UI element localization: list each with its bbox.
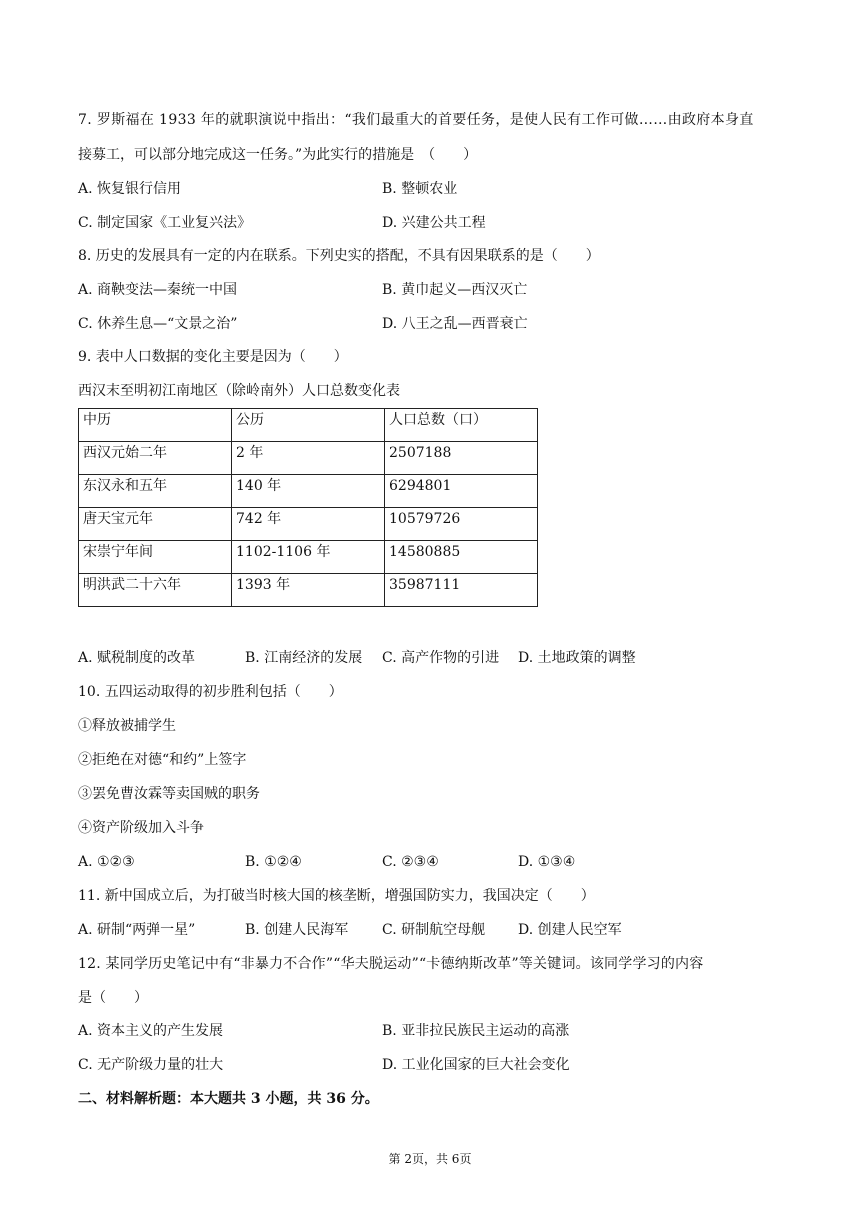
table-cell: 东汉永和五年 xyxy=(79,475,232,508)
table-header-cell: 人口总数（口） xyxy=(385,409,538,442)
table-cell: 宋崇宁年间 xyxy=(79,541,232,574)
q11-option-c: C. 研制航空母舰 xyxy=(382,922,486,938)
table-cell: 140 年 xyxy=(232,475,385,508)
q12-stem-line1: 12. 某同学历史笔记中有“非暴力不合作”“华夫脱运动”“卡德纳斯改革”等关键词。该同学学习的内容 xyxy=(78,956,704,972)
q12-option-a: A. 资本主义的产生发展 xyxy=(78,1023,224,1039)
table-cell: 1393 年 xyxy=(232,574,385,607)
q8-option-c: C. 休养生息—“文景之治” xyxy=(78,316,238,332)
q7-stem-line1: 7. 罗斯福在 1933 年的就职演说中指出：“我们最重大的首要任务，是使人民有工作可做……由政府本身直 xyxy=(78,112,754,128)
table-row xyxy=(79,442,538,475)
q11-stem: 11. 新中国成立后，为打破当时核大国的核垄断，增强国防实力，我国决定（ ） xyxy=(78,888,595,904)
table-cell: 明洪武二十六年 xyxy=(79,574,232,607)
q7-option-d: D. 兴建公共工程 xyxy=(382,215,486,231)
table-caption: 西汉末至明初江南地区（除岭南外）人口总数变化表 xyxy=(78,383,400,399)
table-header-cell: 公历 xyxy=(232,409,385,442)
table-cell: 6294801 xyxy=(385,475,538,508)
q11-option-a: A. 研制“两弹一星” xyxy=(78,922,196,938)
table-header-row xyxy=(79,409,538,442)
q12-option-c: C. 无产阶级力量的壮大 xyxy=(78,1057,224,1073)
q9-option-c: C. 高产作物的引进 xyxy=(382,650,500,666)
q7-option-b: B. 整顿农业 xyxy=(382,181,458,197)
table-row xyxy=(79,475,538,508)
q10-option-b: B. ①②④ xyxy=(245,854,302,870)
table-cell: 1102-1106 年 xyxy=(232,541,385,574)
table-cell: 10579726 xyxy=(385,508,538,541)
table-cell: 742 年 xyxy=(232,508,385,541)
page-footer: 第 2页，共 6页 xyxy=(388,1152,472,1166)
q8-option-a: A. 商鞅变法—秦统一中国 xyxy=(78,282,238,298)
table-header-cell: 中历 xyxy=(79,409,232,442)
table-cell: 14580885 xyxy=(385,541,538,574)
q7-option-a: A. 恢复银行信用 xyxy=(78,181,182,197)
q8-option-b: B. 黄巾起义—西汉灭亡 xyxy=(382,282,528,298)
population-table xyxy=(78,408,538,607)
q7-stem-line2: 接募工，可以部分地完成这一任务。”为此实行的措施是 （ ） xyxy=(78,147,478,163)
q10-stem: 10. 五四运动取得的初步胜利包括（ ） xyxy=(78,684,343,700)
q10-item-3: ③罢免曹汝霖等卖国贼的职务 xyxy=(78,786,260,802)
q11-option-d: D. 创建人民空军 xyxy=(518,922,622,938)
q12-option-b: B. 亚非拉民族民主运动的高涨 xyxy=(382,1023,570,1039)
table-cell: 2507188 xyxy=(385,442,538,475)
table-row xyxy=(79,508,538,541)
table-cell: 35987111 xyxy=(385,574,538,607)
section-heading: 二、材料解析题：本大题共 3 小题，共 36 分。 xyxy=(78,1091,379,1107)
q9-stem: 9. 表中人口数据的变化主要是因为（ ） xyxy=(78,349,348,365)
table-row xyxy=(79,541,538,574)
q10-item-1: ①释放被捕学生 xyxy=(78,718,176,734)
q7-option-c: C. 制定国家《工业复兴法》 xyxy=(78,215,252,231)
table-cell: 唐天宝元年 xyxy=(79,508,232,541)
q10-option-a: A. ①②③ xyxy=(78,854,135,870)
q12-option-d: D. 工业化国家的巨大社会变化 xyxy=(382,1057,570,1073)
table-cell: 西汉元始二年 xyxy=(79,442,232,475)
q8-option-d: D. 八王之乱—西晋衰亡 xyxy=(382,316,528,332)
q12-stem-line2: 是（ ） xyxy=(78,990,148,1006)
q11-option-b: B. 创建人民海军 xyxy=(245,922,349,938)
table-cell: 2 年 xyxy=(232,442,385,475)
q10-item-4: ④资产阶级加入斗争 xyxy=(78,820,204,836)
q10-item-2: ②拒绝在对德“和约”上签字 xyxy=(78,752,247,768)
q10-option-c: C. ②③④ xyxy=(382,854,439,870)
q9-option-a: A. 赋税制度的改革 xyxy=(78,650,196,666)
q8-stem: 8. 历史的发展具有一定的内在联系。下列史实的搭配，不具有因果联系的是（ ） xyxy=(78,248,600,264)
q9-option-b: B. 江南经济的发展 xyxy=(245,650,363,666)
q9-option-d: D. 土地政策的调整 xyxy=(518,650,636,666)
table-row xyxy=(79,574,538,607)
q10-option-d: D. ①③④ xyxy=(518,854,576,870)
